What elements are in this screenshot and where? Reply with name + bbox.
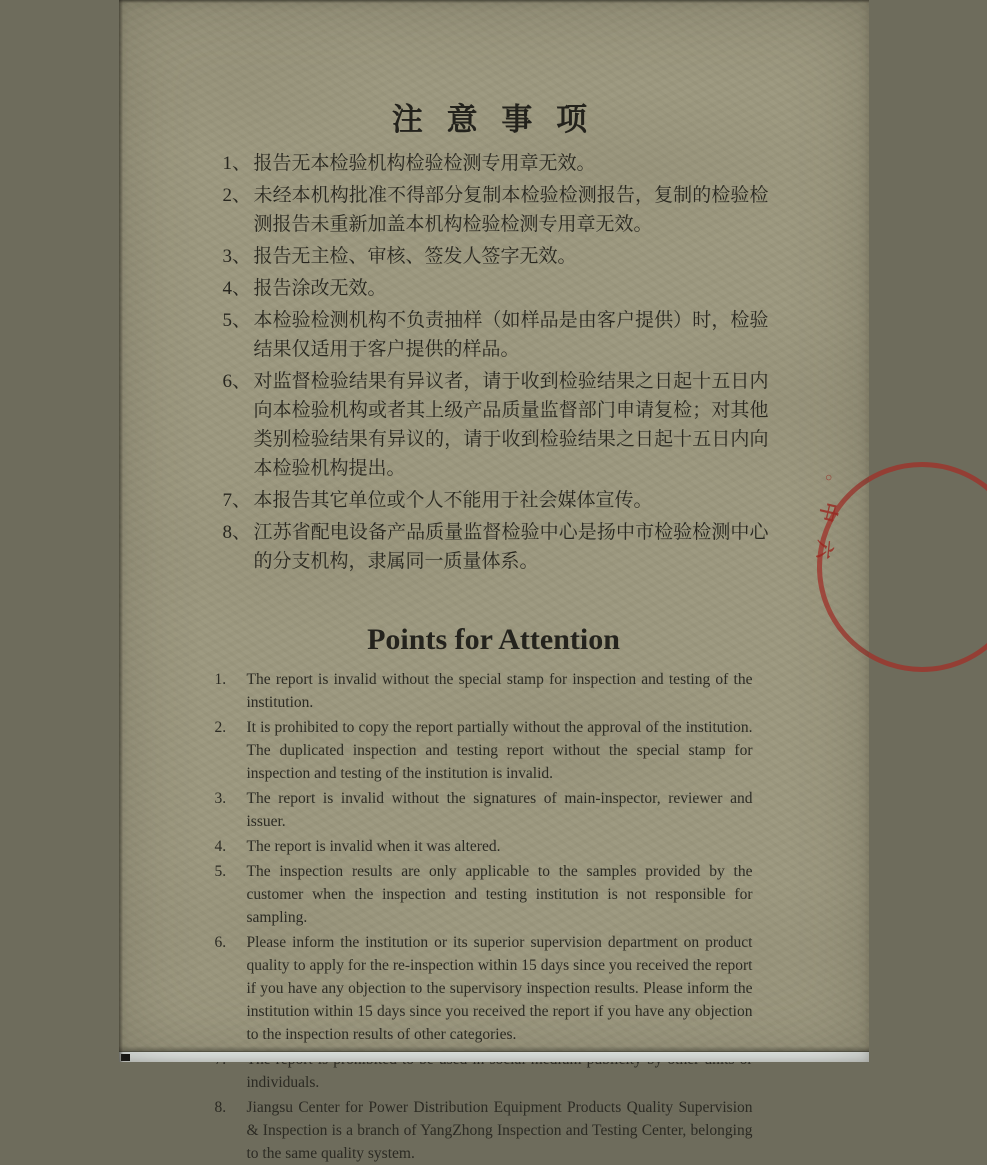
seal-character: 中 — [813, 499, 846, 525]
note-text-en: Please inform the institution or its superior supervision department on product quality to apply for the re-inspection within 15 days since you received the report if you have any objection to the supervisory inspection results. Please inform the institution within 15 days since you received the report if you have any objection to the inspection results of other categories. — [247, 931, 753, 1046]
note-item-zh — [223, 274, 769, 303]
note-text-en: Jiangsu Center for Power Distribution Equipment Products Quality Supervision & Inspection is a branch of YangZhong Inspection and Testing Center, belonging to the same quality system. — [247, 1096, 753, 1165]
note-number-en: 5. — [215, 860, 247, 929]
note-text-zh: 本检验检测机构不负责抽样（如样品是由客户提供）时，检验结果仅适用于客户提供的样品。 — [254, 306, 769, 364]
scan-edge-top — [119, 0, 869, 3]
note-text-zh: 报告无本检验机构检验检测专用章无效。 — [254, 149, 769, 178]
note-item-en — [215, 835, 753, 858]
scanned-report-notice-page — [119, 0, 869, 1062]
chinese-notes-list — [223, 149, 769, 576]
note-text-en: The inspection results are only applicable to the samples provided by the customer when the inspection and testing institution is not responsible for sampling. — [247, 860, 753, 929]
note-item-zh — [223, 181, 769, 239]
note-item-en — [215, 860, 753, 929]
note-text-zh: 报告涂改无效。 — [254, 274, 769, 303]
note-text-zh: 本报告其它单位或个人不能用于社会媒体宣传。 — [254, 486, 769, 515]
note-item-zh — [223, 367, 769, 483]
english-title: Points for Attention — [119, 620, 869, 660]
note-item-en — [215, 668, 753, 714]
chinese-title: 注 意 事 项 — [119, 0, 869, 140]
note-text-zh: 报告无主检、审核、签发人签字无效。 — [254, 242, 769, 271]
note-number-zh: 7、 — [223, 486, 254, 515]
note-item-zh — [223, 242, 769, 271]
note-number-en: 4. — [215, 835, 247, 858]
note-item-zh — [223, 486, 769, 515]
note-number-zh: 2、 — [223, 181, 254, 239]
note-text-en: The report is invalid when it was altered. — [247, 835, 753, 858]
note-number-zh: 5、 — [223, 306, 254, 364]
underlying-page-strip — [119, 1051, 869, 1062]
note-item-zh — [223, 306, 769, 364]
note-item-en — [215, 787, 753, 833]
note-number-en: 1. — [215, 668, 247, 714]
scan-edge-left — [119, 0, 123, 1062]
note-number-zh: 1、 — [223, 149, 254, 178]
note-item-en — [215, 931, 753, 1046]
note-number-en: 2. — [215, 716, 247, 785]
note-text-en: individuals. — [247, 1048, 753, 1094]
note-number-zh: 4、 — [223, 274, 254, 303]
note-text-en: The report is invalid without the signatures of main-inspector, reviewer and issuer. — [247, 787, 753, 833]
note-item-zh — [223, 149, 769, 178]
note-text-zh: 未经本机构批准不得部分复制本检验检测报告，复制的检验检测报告未重新加盖本机构检验检测专用章无效。 — [254, 181, 769, 239]
english-notes-list — [215, 668, 753, 1165]
note-text-en: The report is invalid without the special stamp for inspection and testing of the institution. — [247, 668, 753, 714]
seal-character: ○ — [820, 471, 837, 484]
note-number-en: 8. — [215, 1096, 247, 1165]
note-number-en: 6. — [215, 931, 247, 1046]
note-text-zh: 江苏省配电设备产品质量监督检验中心是扬中市检验检测中心的分支机构，隶属同一质量体系。 — [254, 518, 769, 576]
note-number-zh: 3、 — [223, 242, 254, 271]
note-item-en — [215, 1096, 753, 1165]
seal-character: 六 — [811, 539, 840, 561]
note-number-zh: 8、 — [223, 518, 254, 576]
note-number-zh: 6、 — [223, 367, 254, 483]
note-text-zh: 对监督检验结果有异议者，请于收到检验结果之日起十五日内向本检验机构或者其上级产品质量监督部门申请复检；对其他类别检验结果有异议的，请于收到检验结果之日起十五日内向本检验机构提出。 — [254, 367, 769, 483]
note-item-zh — [223, 518, 769, 576]
note-number-en: 3. — [215, 787, 247, 833]
note-item-en — [215, 716, 753, 785]
note-text-en: It is prohibited to copy the report partially without the approval of the institution. The duplicated inspection and testing report without the special stamp for inspection and testing of the institution is invalid. — [247, 716, 753, 785]
